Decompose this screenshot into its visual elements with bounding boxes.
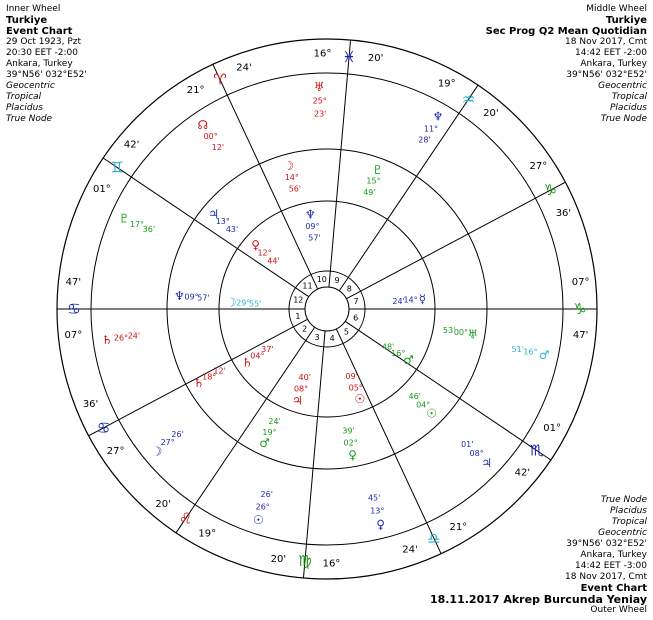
cusp-minute: 20' — [483, 108, 499, 120]
house-number: 3 — [314, 332, 320, 342]
house-number: 8 — [346, 284, 352, 294]
house-lines — [57, 40, 597, 578]
cusp-degree: 27° — [106, 446, 125, 458]
middle-planet-minute: 49' — [363, 187, 376, 197]
cusp-minute: 36' — [555, 207, 572, 219]
cusp-degree: 01° — [92, 183, 111, 195]
cusp-minute: 20' — [270, 553, 287, 565]
middle-planet-degree: 14° — [284, 173, 299, 183]
middle-planet-degree: 18° — [202, 372, 217, 382]
outer-planet-minute: 28' — [418, 135, 431, 145]
cusp-minute: 20' — [155, 498, 171, 510]
outer-planet-glyph: ♄ — [101, 332, 113, 347]
middle-planet-degree: 13° — [215, 217, 230, 227]
outer-planet-degree: 00° — [203, 132, 218, 142]
outer-planet-degree: 27° — [160, 438, 175, 448]
inner-planet-minute: 55' — [248, 299, 262, 309]
outer-wheel-chart-type: Event Chart — [580, 583, 647, 594]
outer-planet-minute: 36' — [142, 225, 156, 235]
outer-planet-minute: 26' — [171, 429, 184, 439]
middle-wheel-coords: 39°N56' 032°E52' — [566, 70, 647, 80]
zodiac-sign-glyph: ♏ — [530, 441, 544, 460]
inner-planets — [226, 207, 426, 407]
middle-planet-glyph: ☽ — [283, 159, 295, 174]
middle-planet-degree: 19° — [262, 427, 277, 437]
outer-planet-glyph: ☊ — [197, 117, 209, 132]
inner-planet-degree: 09° — [305, 221, 320, 231]
inner-planet-glyph: ♃ — [291, 393, 303, 408]
middle-planet-glyph: ♆ — [174, 289, 185, 304]
cusp-degree: 19° — [198, 528, 217, 540]
inner-wheel-setting: Tropical — [6, 92, 42, 102]
middle-planet-glyph: ♀ — [348, 447, 358, 462]
inner-wheel-setting: Geocentric — [6, 81, 55, 91]
cusp-minute: 36' — [82, 399, 99, 411]
inner-planet-degree: 12° — [257, 248, 272, 258]
house-number: 11 — [302, 281, 313, 291]
inner-planet-degree: 08° — [293, 384, 309, 394]
outer-planet-degree: 26° — [255, 502, 270, 512]
inner-planet-degree: 16° — [391, 349, 406, 359]
outer-planet-degree: 08° — [469, 448, 484, 458]
inner-planet-degree: 14° — [403, 295, 418, 305]
house-number: 12 — [293, 295, 304, 305]
inner-planet-glyph: ♆ — [304, 207, 316, 222]
cusp-degree: 01° — [543, 423, 562, 435]
inner-planet-glyph: ☿ — [418, 291, 427, 306]
cusp-degree: 07° — [571, 276, 590, 288]
zodiac-sign-glyph: ♑ — [573, 300, 587, 318]
inner-wheel-label: Inner Wheel — [6, 4, 61, 14]
house-number: 1 — [295, 311, 301, 321]
cusp-minute: 24' — [402, 544, 418, 556]
middle-planet-degree: 04° — [416, 400, 431, 410]
middle-planet-minute: 56' — [288, 184, 302, 194]
inner-planet-minute: 09' — [345, 372, 358, 382]
inner-planet-glyph: ♂ — [403, 352, 414, 367]
middle-wheel-setting: True Node — [600, 114, 647, 124]
middle-wheel-time: 14:42 EET -2:00 — [575, 48, 647, 58]
outer-wheel-place: Ankara, Turkey — [580, 550, 647, 560]
outer-planet-glyph: ☽ — [151, 444, 163, 459]
inner-planet-glyph: ☽ — [225, 295, 237, 310]
middle-planet-minute: 24' — [268, 416, 281, 426]
outer-planet-degree: 11° — [423, 124, 439, 134]
cusp-degree: 07° — [64, 330, 83, 342]
house-number: 2 — [302, 324, 308, 334]
outer-planet-glyph: ♀ — [376, 517, 386, 532]
zodiac-sign-glyph: ♌ — [178, 509, 193, 528]
inner-planet-degree: 05° — [348, 383, 363, 393]
outer-planet-degree: 16° — [523, 347, 538, 357]
house-cusp-line — [339, 85, 478, 294]
middle-planet-minute: 53' — [442, 326, 456, 336]
house-number: 6 — [353, 313, 359, 323]
house-cusp-line — [303, 331, 325, 578]
outer-wheel-coords: 39°N56' 032°E52' — [566, 539, 647, 549]
inner-planet-minute: 48' — [381, 342, 395, 352]
zodiac-sign-glyph: ♒ — [461, 90, 476, 109]
inner-planet-minute: 44' — [267, 256, 280, 266]
middle-planet-minute: 43' — [225, 224, 239, 234]
cusp-minute: 42' — [123, 139, 140, 151]
middle-wheel-name: Turkiye — [605, 15, 647, 26]
house-number: 4 — [329, 334, 335, 344]
house-number: 7 — [353, 297, 359, 307]
outer-planet-minute: 51' — [511, 345, 524, 355]
middle-wheel-date: 18 Nov 2017, Cmt — [565, 37, 647, 47]
outer-wheel-date: 18 Nov 2017, Cmt — [565, 572, 647, 582]
inner-wheel-setting: Placidus — [6, 103, 43, 113]
outer-planet-glyph: ♂ — [538, 348, 550, 363]
middle-planet-degree: 00° — [453, 328, 469, 338]
inner-planet-minute: 24' — [392, 296, 405, 306]
inner-planet-minute: 40' — [298, 372, 311, 382]
inner-planet-glyph: ♀ — [251, 237, 261, 252]
outer-planet-minute: 45' — [367, 493, 381, 503]
middle-planet-glyph: ♃ — [208, 206, 220, 221]
house-cusp-line — [345, 321, 551, 460]
zodiac-sign-glyph: ♎ — [427, 529, 441, 548]
outer-planet-glyph: ♃ — [481, 456, 493, 471]
outer-planet-glyph: ♇ — [118, 211, 130, 226]
inner-wheel-coords: 39°N56' 032°E52' — [6, 70, 87, 80]
inner-planet-glyph: ☉ — [354, 392, 366, 407]
cusp-minute: 42' — [514, 467, 531, 479]
outer-wheel-label: Outer Wheel — [590, 605, 647, 615]
house-number: 10 — [316, 274, 327, 284]
zodiac-sign-glyph: ♍ — [298, 552, 312, 571]
middle-wheel-chart-type: Sec Prog Q2 Mean Quotidian — [485, 26, 647, 37]
middle-planet-degree: 15° — [366, 176, 381, 186]
outer-planet-minute: 26' — [260, 489, 273, 499]
outer-wheel-setting: Placidus — [610, 506, 647, 516]
house-number: 9 — [334, 276, 340, 286]
middle-planet-glyph: ♂ — [259, 436, 270, 451]
cusp-minute: 24' — [236, 62, 252, 74]
cusp-degree: 21° — [449, 522, 468, 534]
cusp-degree: 27° — [529, 160, 548, 172]
zodiac-sign-glyph: ♈ — [213, 70, 227, 89]
cusp-minute: 47' — [572, 330, 589, 342]
cusp-minute: 47' — [65, 276, 82, 288]
outer-wheel-name: 18.11.2017 Akrep Burcunda Yeniay — [429, 593, 647, 606]
middle-wheel-place: Ankara, Turkey — [580, 59, 647, 69]
outer-planet-degree: 26° — [113, 333, 129, 343]
cusp-degree: 16° — [322, 558, 341, 570]
middle-planet-minute: 57' — [197, 293, 210, 303]
outer-planet-degree: 25° — [312, 96, 327, 106]
inner-wheel-chart-type: Event Chart — [6, 26, 73, 37]
zodiac-sign-glyph: ♑ — [543, 181, 558, 200]
zodiac-sign-glyph: ♋ — [96, 418, 111, 437]
middle-planet-minute: 12' — [213, 366, 226, 376]
middle-planet-glyph: ♅ — [467, 327, 479, 342]
outer-wheel-setting: Geocentric — [598, 528, 647, 538]
house-number: 5 — [343, 327, 350, 337]
outer-wheel-setting: Tropical — [611, 517, 647, 527]
outer-planet-minute: 12' — [211, 142, 225, 152]
inner-wheel-setting: True Node — [6, 114, 53, 124]
middle-planet-glyph: ☉ — [426, 406, 438, 421]
zodiac-sign-glyph: ♊ — [110, 158, 124, 177]
middle-planet-minute: 46' — [408, 392, 421, 402]
middle-wheel-label: Middle Wheel — [586, 4, 647, 14]
outer-planet-minute: 23' — [313, 109, 327, 119]
inner-planet-minute: 37' — [261, 344, 274, 354]
inner-wheel-time: 20:30 EET -2:00 — [6, 48, 78, 58]
hub-ring — [305, 287, 349, 331]
outer-planet-degree: 17° — [129, 219, 145, 229]
outer-planet-glyph: ♆ — [432, 109, 444, 124]
inner-wheel-place: Ankara, Turkey — [6, 59, 73, 69]
middle-wheel-setting: Tropical — [611, 92, 647, 102]
cusp-degree: 21° — [186, 84, 205, 96]
inner-planet-degree: 29° — [236, 298, 251, 308]
cusp-minute: 20' — [367, 53, 384, 65]
outer-planet-glyph: ♅ — [313, 80, 325, 95]
cusp-degree: 16° — [313, 48, 332, 60]
inner-planet-degree: 04° — [250, 351, 265, 361]
middle-planet-minute: 39' — [342, 426, 355, 436]
inner-wheel-name: Turkiye — [6, 15, 48, 26]
outer-planet-degree: 13° — [370, 506, 385, 516]
middle-wheel-setting: Placidus — [610, 103, 647, 113]
outer-planet-glyph: ☉ — [253, 513, 264, 528]
outer-wheel-time: 14:42 EET -3:00 — [575, 561, 647, 571]
outer-planet-minute: 24' — [127, 331, 141, 341]
house-cusp-line — [329, 40, 351, 287]
middle-planets — [174, 159, 478, 462]
inner-planet-minute: 57' — [308, 233, 321, 243]
inner-wheel-date: 29 Oct 1923, Pzt — [6, 37, 82, 47]
middle-planet-glyph: ♇ — [372, 162, 384, 177]
outer-planet-minute: 01' — [461, 439, 474, 449]
zodiac-sign-glyph: ♓ — [342, 47, 356, 66]
middle-planet-glyph: ♄ — [193, 376, 205, 390]
house-cusp-line — [346, 182, 565, 298]
zodiac-sign-glyph: ♋ — [67, 300, 81, 318]
middle-wheel-setting: Geocentric — [598, 81, 647, 91]
inner-planet-glyph: ♄ — [242, 355, 253, 370]
outer-wheel-setting: True Node — [600, 495, 647, 505]
cusp-degree: 19° — [437, 78, 456, 90]
middle-planet-degree: 09° — [184, 292, 199, 302]
middle-planet-degree: 02° — [343, 438, 358, 448]
